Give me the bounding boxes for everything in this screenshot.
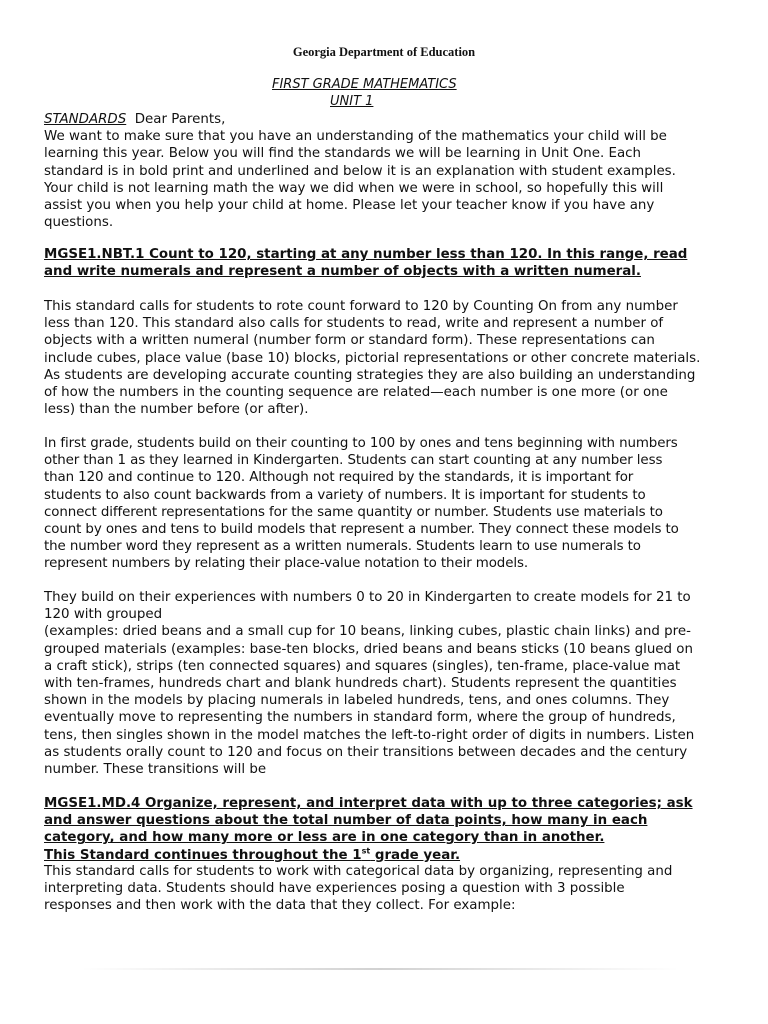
text-line: assist you when you help your child at home. Please let your teacher know if you have any <box>44 198 655 214</box>
text-line: They build on their experiences with numbers 0 to 20 in Kindergarten to create models for 21 to <box>44 590 691 605</box>
ordinal-suffix: st <box>361 846 371 856</box>
standard-line: and answer questions about the total number of data points, how many in each <box>44 813 648 829</box>
text-line: less than 120. This standard also calls for students to read, write and represent a number of <box>44 316 664 332</box>
text-line: Your child is not learning math the way we did when we were in school, so hopefully this will <box>44 180 664 196</box>
continues-text: This Standard continues throughout the 1 <box>44 847 362 863</box>
org-header: Georgia Department of Education <box>292 45 476 59</box>
unit-title: UNIT 1 <box>330 94 374 109</box>
continues-text-end: grade year. <box>370 847 461 863</box>
intro-first-line <box>44 111 728 128</box>
standard-nbt1-heading <box>44 246 728 280</box>
text-line: tens, then singles shown in the model matches the left-to-right order of digits in numbers. Listen <box>44 727 695 743</box>
standards-label: STANDARDS <box>44 112 127 127</box>
text-line: responses and then work with the data that they collect. For example: <box>44 898 516 914</box>
models-paragraph <box>44 589 728 778</box>
text-line: represent numbers by relating their place-value notation to their models. <box>44 556 528 572</box>
md4-explanation <box>44 863 728 915</box>
text-line: with ten-frames, hundreds chart and blank hundreds chart). Students represent the quantities <box>44 676 677 692</box>
text-line: than 120 and continue to 120. Although not required by the standards, it is important for <box>44 470 634 486</box>
text-line: less) than the number before (or after). <box>44 402 309 418</box>
standard-line: category, and how many more or less are in one category than in another. <box>44 830 605 846</box>
standard-md4-heading <box>44 795 728 864</box>
salutation: Dear Parents, <box>134 112 226 127</box>
text-line: number. These transitions will be <box>44 762 267 778</box>
text-line: (examples: dried beans and a small cup for 10 beans, linking cubes, plastic chain links) and pre- <box>44 624 691 640</box>
standard-line: MGSE1.MD.4 Organize, represent, and interpret data with up to three categories; ask <box>44 796 693 811</box>
text-line: interpreting data. Students should have experiences posing a question with 3 possible <box>44 881 625 897</box>
standard-line: and write numerals and represent a number of objects with a written numeral. <box>44 264 641 280</box>
text-line: count by ones and tens to build models that represent a number. They connect these models to <box>44 522 679 538</box>
nbt1-explanation <box>44 298 728 418</box>
text-line: a craft stick), strips (ten connected squares) and squares (singles), ten-frame, place-value mat <box>44 658 681 674</box>
intro-paragraph <box>44 111 728 231</box>
text-line: In first grade, students build on their counting to 100 by ones and tens beginning with numbers <box>44 436 678 451</box>
continues-note <box>44 847 728 864</box>
text-line: We want to make sure that you have an understanding of the mathematics your child will be <box>44 129 667 145</box>
text-line: other than 1 as they learned in Kindergarten. Students can start counting at any number less <box>44 453 663 469</box>
text-line: include cubes, place value (base 10) blocks, pictorial representations or other concrete materials. <box>44 350 701 366</box>
text-line: objects with a written numeral (number form or standard form). These representations can <box>44 333 655 349</box>
text-line: connect different representations for the same quantity or number. Students use materials to <box>44 504 663 520</box>
standard-line: MGSE1.NBT.1 Count to 120, starting at any number less than 120. In this range, read <box>44 247 688 262</box>
text-line: This standard calls for students to work with categorical data by organizing, representing and <box>44 864 673 879</box>
text-line: as students orally count to 120 and focus on their transitions between decades and the century <box>44 744 688 760</box>
grade-title: FIRST GRADE MATHEMATICS <box>272 77 457 92</box>
text-line: As students are developing accurate counting strategies they are also building an understanding <box>44 367 696 383</box>
text-line: questions. <box>44 215 114 231</box>
text-line: This standard calls for students to rote count forward to 120 by Counting On from any number <box>44 299 678 314</box>
text-line: standard is in bold print and underlined and below it is an explanation with student examples. <box>44 163 676 179</box>
text-line: eventually move to representing the numbers in standard form, where the group of hundreds, <box>44 710 676 726</box>
text-line: the number word they represent as a written numerals. Students learn to use numerals to <box>44 539 641 555</box>
first-grade-counting-paragraph <box>44 435 728 573</box>
text-line: shown in the models by placing numerals in labeled hundreds, tens, and ones columns. They <box>44 693 670 709</box>
text-line: students to also count backwards from a variety of numbers. It is important for students to <box>44 487 646 503</box>
text-line: of how the numbers in the counting sequence are related—each number is one more (or one <box>44 385 668 401</box>
text-line: learning this year. Below you will find the standards we will be learning in Unit One. Each <box>44 146 642 162</box>
page-fold-shadow <box>80 968 680 970</box>
text-line: grouped materials (examples: base-ten blocks, dried beans and beans sticks (10 beans glued on <box>44 641 693 657</box>
text-line: 120 with grouped <box>44 607 163 623</box>
